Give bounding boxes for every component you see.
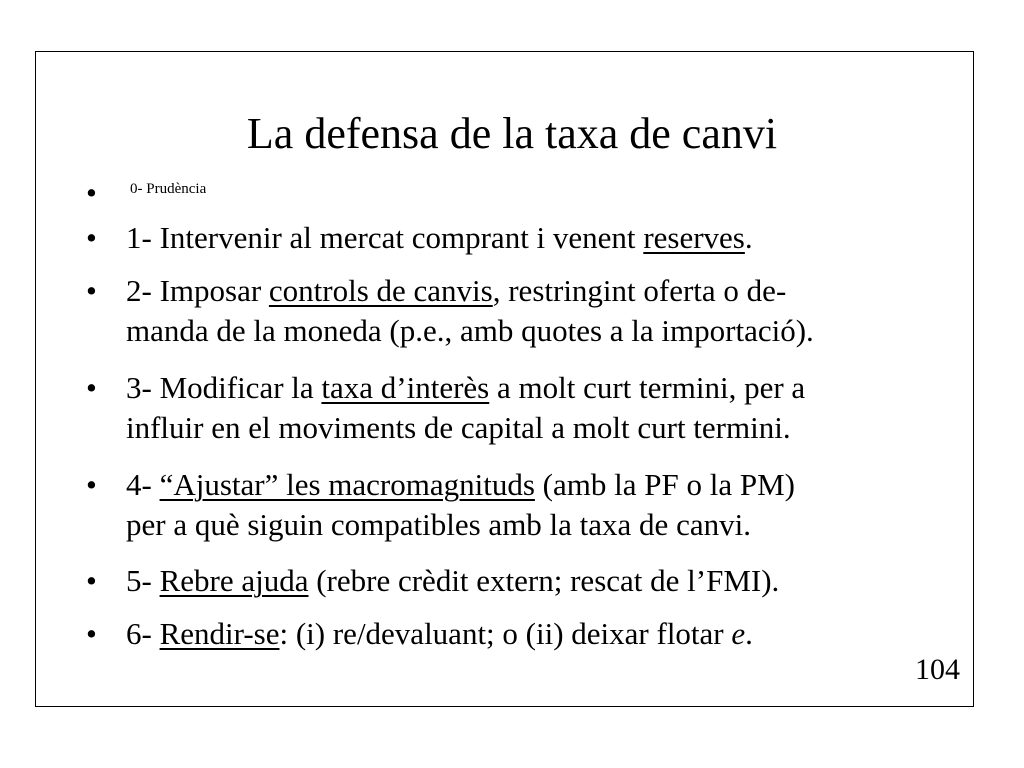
bullet-dot: •	[86, 563, 97, 598]
bullet-dot: •	[86, 616, 97, 651]
bullet-text: 6- Rendir-se: (i) re/devaluant; o (ii) deixar flotar e.	[126, 616, 753, 651]
slide-title: La defensa de la taxa de canvi	[246, 109, 778, 158]
bullet-dot: •	[86, 467, 97, 502]
bullet-text: 4- “Ajustar” les macromagnituds (amb la PF o la PM) per a què siguin compatibles amb la taxa de canvi.	[126, 467, 795, 542]
bullet-dot: •	[86, 175, 97, 210]
keyword-ajustar-macromagnituds: “Ajustar” les macromagnituds	[159, 467, 535, 502]
bullet-text: 0- Prudència	[130, 181, 207, 197]
bullet-dot: •	[86, 370, 97, 405]
variable-e: e	[731, 616, 746, 651]
keyword-rebre-ajuda: Rebre ajuda	[159, 563, 309, 598]
keyword-controls-de-canvis: controls de canvis	[268, 273, 493, 308]
bullet-dot: •	[86, 220, 97, 255]
bullet-text: 5- Rebre ajuda (rebre crèdit extern; rescat de l’FMI).	[126, 563, 780, 598]
keyword-rendir-se: Rendir-se	[159, 616, 280, 651]
bullet-text: 2- Imposar controls de canvis, restringint oferta o de- manda de la moneda (p.e., amb quotes a la importació).	[126, 273, 814, 348]
keyword-reserves: reserves	[643, 220, 745, 255]
keyword-taxa-interes: taxa d’interès	[321, 370, 490, 405]
bullet-text: 3- Modificar la taxa d’interès a molt curt termini, per a influir en el moviments de capital a molt curt termini.	[126, 370, 806, 445]
page-number: 104	[915, 653, 960, 686]
bullet-text: 1- Intervenir al mercat comprant i venent reserves.	[126, 220, 753, 255]
bullet-dot: •	[86, 273, 97, 308]
